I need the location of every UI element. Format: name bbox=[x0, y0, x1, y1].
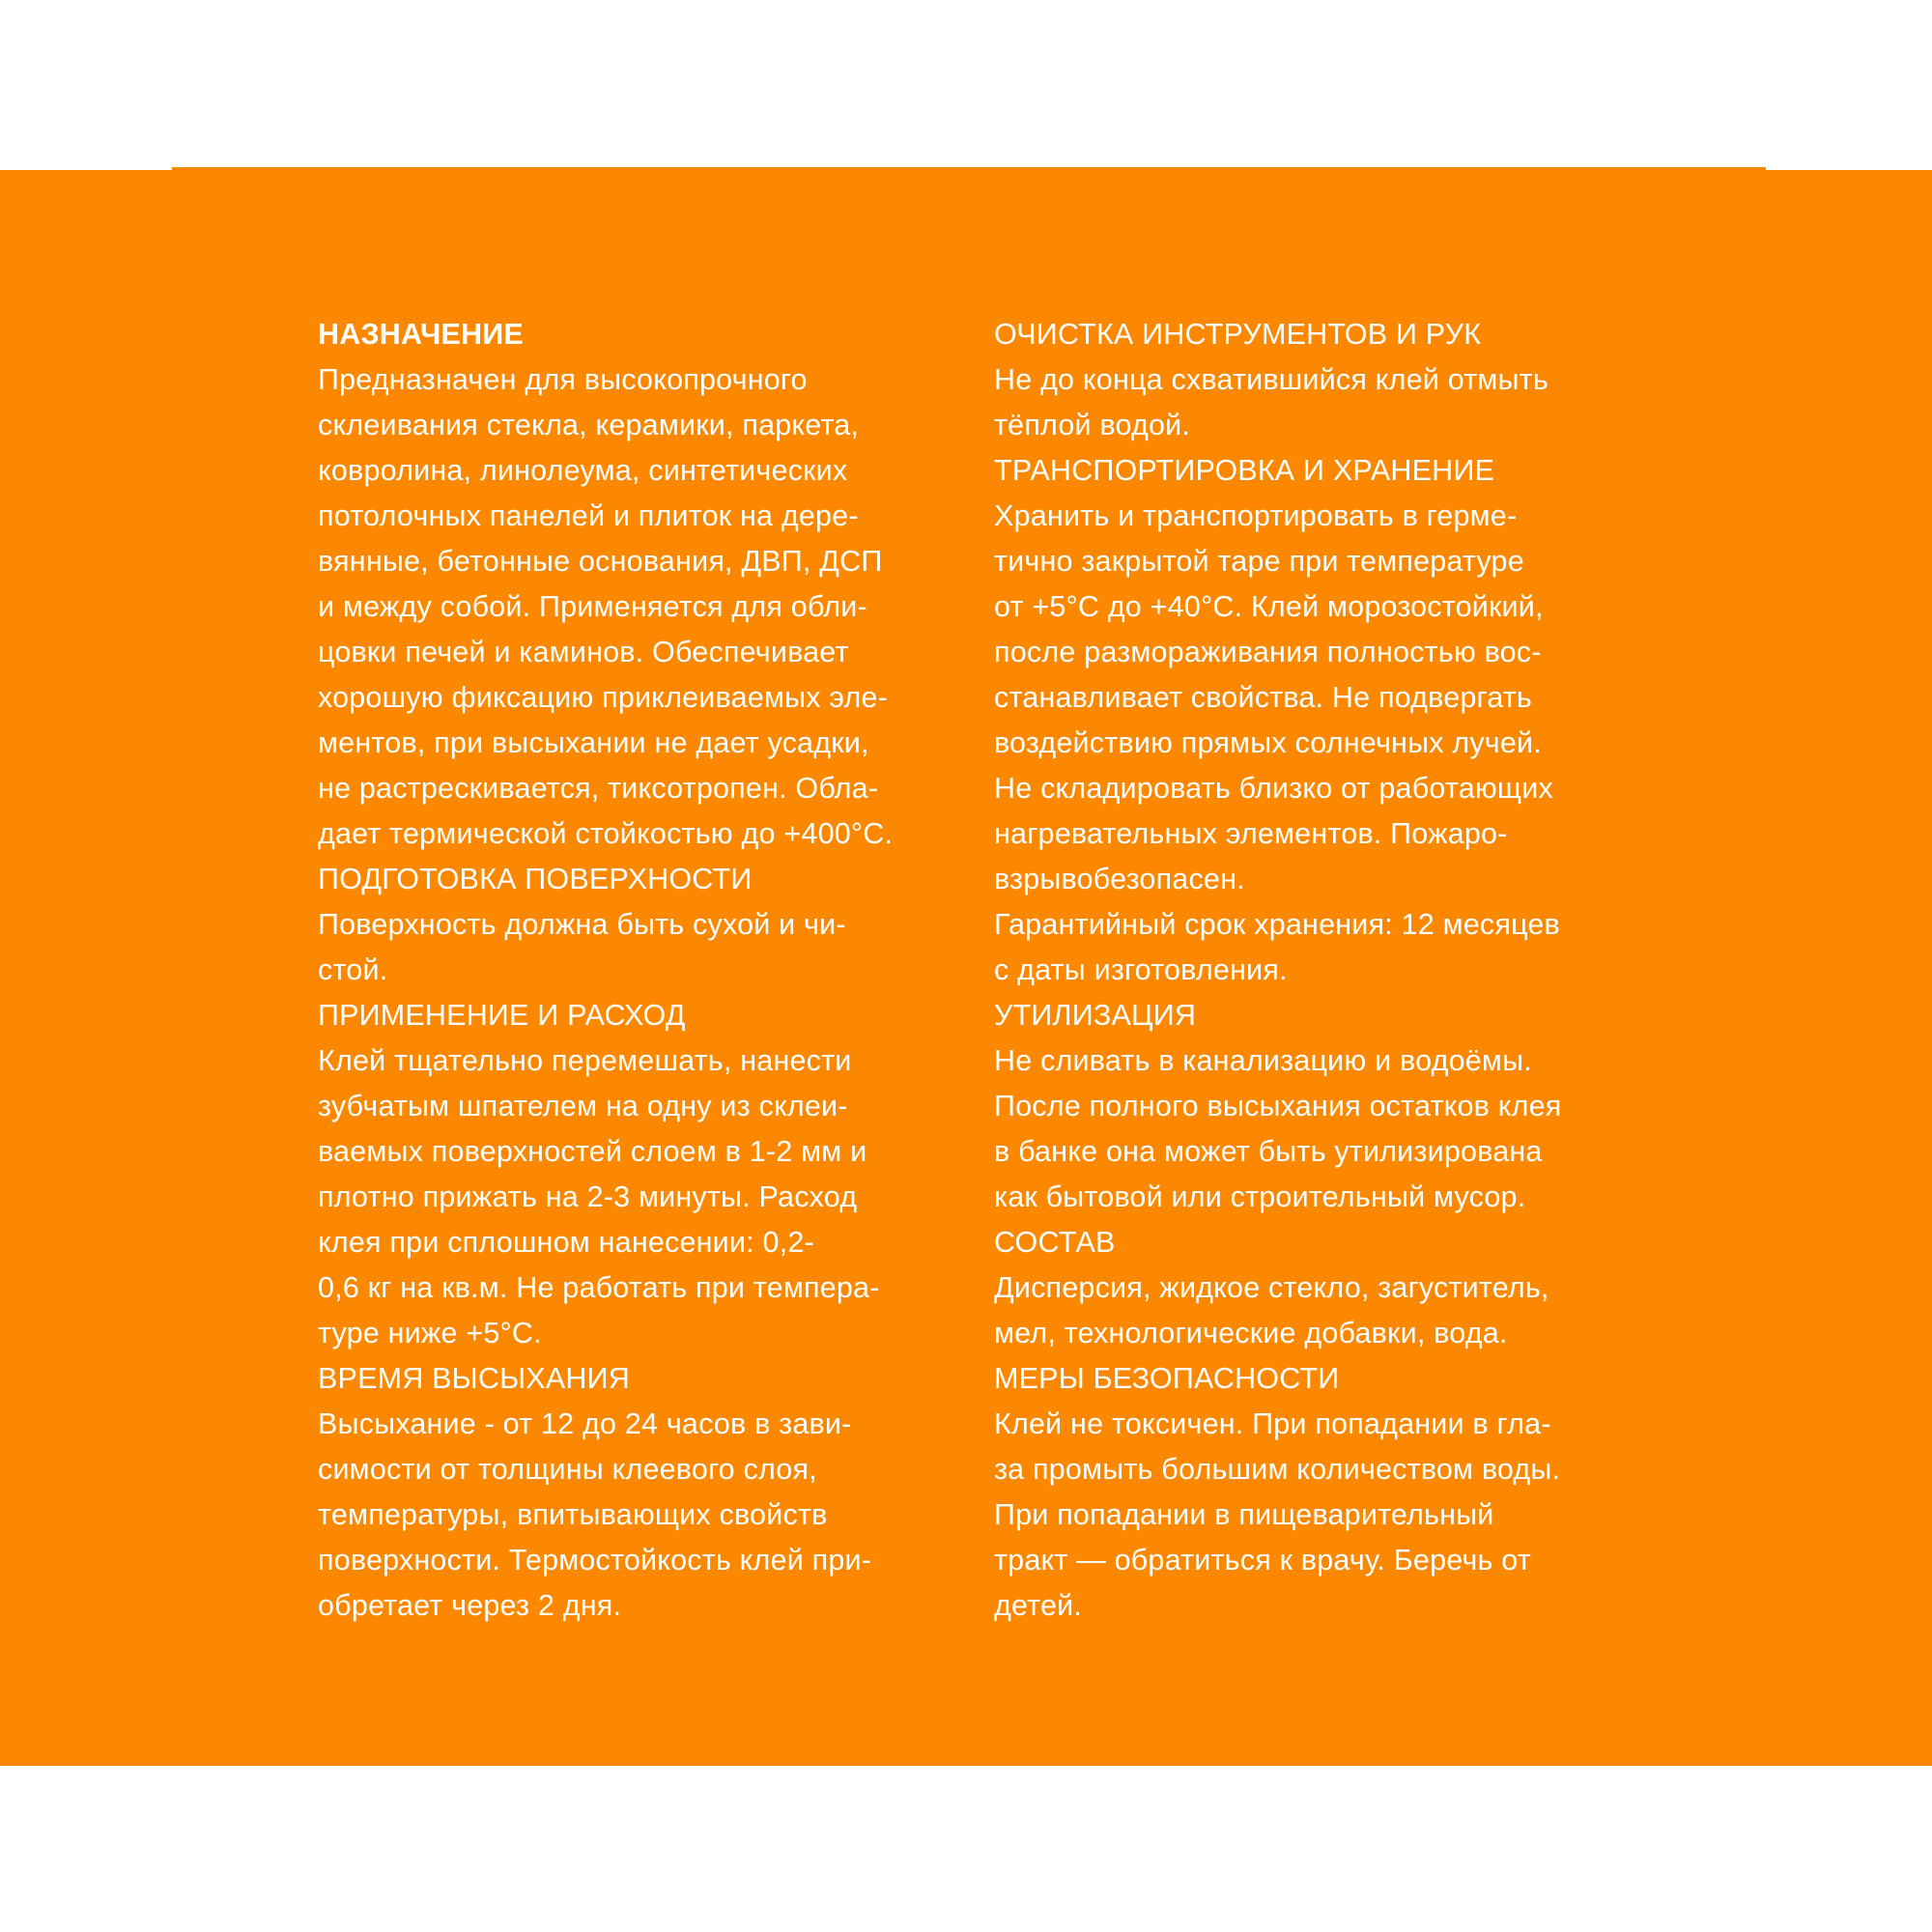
text-line: Хранить и транспортировать в герме- bbox=[994, 499, 1518, 532]
text-line: от +5°С до +40°С. Клей морозостойкий, bbox=[994, 590, 1544, 623]
text-line: за промыть большим количеством воды. bbox=[994, 1453, 1561, 1486]
section-heading: ОЧИСТКА ИНСТРУМЕНТОВ И РУК bbox=[994, 318, 1482, 351]
text-line: Высыхание - от 12 до 24 часов в зави- bbox=[318, 1407, 852, 1440]
text-line: тракт — обратиться к врачу. Беречь от bbox=[994, 1544, 1531, 1577]
section-storage bbox=[994, 448, 1632, 993]
section-heading: ПРИМЕНЕНИЕ И РАСХОД bbox=[318, 999, 686, 1032]
text-line: Не складировать близко от работающих bbox=[994, 772, 1553, 805]
text-line: симости от толщины клеевого слоя, bbox=[318, 1453, 817, 1486]
text-line: после размораживания полностью вос- bbox=[994, 636, 1542, 668]
text-line: После полного высыхания остатков клея bbox=[994, 1090, 1562, 1122]
text-line: Предназначен для высокопрочного bbox=[318, 363, 808, 396]
text-line: Дисперсия, жидкое стекло, загуститель, bbox=[994, 1271, 1549, 1304]
text-line: ментов, при высыхании не дает усадки, bbox=[318, 726, 869, 759]
section-cleaning bbox=[994, 312, 1632, 448]
text-line: цовки печей и каминов. Обеспечивает bbox=[318, 636, 849, 668]
text-line: вянные, бетонные основания, ДВП, ДСП bbox=[318, 545, 883, 578]
section-disposal bbox=[994, 993, 1632, 1220]
text-line: ковролина, линолеума, синтетических bbox=[318, 454, 848, 487]
section-heading: МЕРЫ БЕЗОПАСНОСТИ bbox=[994, 1362, 1340, 1395]
text-line: потолочных панелей и плиток на дере- bbox=[318, 499, 859, 532]
section-heading: ПОДГОТОВКА ПОВЕРХНОСТИ bbox=[318, 863, 753, 895]
text-line: в банке она может быть утилизирована bbox=[994, 1135, 1543, 1168]
text-line: с даты изготовления. bbox=[994, 953, 1288, 986]
text-line: хорошую фиксацию приклеиваемых эле- bbox=[318, 681, 888, 714]
text-line: станавливает свойства. Не подвергать bbox=[994, 681, 1532, 714]
text-line: склеивания стекла, керамики, паркета, bbox=[318, 409, 860, 441]
text-line: 0,6 кг на кв.м. Не работать при темпера- bbox=[318, 1271, 880, 1304]
section-application bbox=[318, 993, 955, 1356]
text-line: При попадании в пищеварительный bbox=[994, 1498, 1494, 1531]
text-line: тёплой водой. bbox=[994, 409, 1191, 441]
section-heading: НАЗНАЧЕНИЕ bbox=[318, 318, 524, 351]
text-line: воздействию прямых солнечных лучей. bbox=[994, 726, 1542, 759]
text-line: нагревательных элементов. Пожаро- bbox=[994, 817, 1508, 850]
text-line: зубчатым шпателем на одну из склеи- bbox=[318, 1090, 848, 1122]
text-line: ваемых поверхностей слоем в 1-2 мм и bbox=[318, 1135, 867, 1168]
text-line: Клей тщательно перемешать, нанести bbox=[318, 1044, 852, 1077]
left-column bbox=[318, 312, 955, 1629]
text-line: температуры, впитывающих свойств bbox=[318, 1498, 828, 1531]
text-line: обретает через 2 дня. bbox=[318, 1589, 622, 1622]
text-line: плотно прижать на 2-3 минуты. Расход bbox=[318, 1180, 858, 1213]
text-line: Не сливать в канализацию и водоёмы. bbox=[994, 1044, 1532, 1077]
right-column bbox=[994, 312, 1632, 1629]
text-line: Гарантийный срок хранения: 12 месяцев bbox=[994, 908, 1560, 941]
orange-info-panel bbox=[0, 170, 1932, 1766]
text-line: туре ниже +5°С. bbox=[318, 1317, 542, 1350]
text-line: стой. bbox=[318, 953, 388, 986]
section-heading: ТРАНСПОРТИРОВКА И ХРАНЕНИЕ bbox=[994, 454, 1495, 487]
section-composition bbox=[994, 1220, 1632, 1356]
text-line: как бытовой или строительный мусор. bbox=[994, 1180, 1526, 1213]
text-line: Поверхность должна быть сухой и чи- bbox=[318, 908, 846, 941]
text-line: взрывобезопасен. bbox=[994, 863, 1245, 895]
text-line: и между собой. Применяется для обли- bbox=[318, 590, 867, 623]
section-heading: ВРЕМЯ ВЫСЫХАНИЯ bbox=[318, 1362, 630, 1395]
text-line: дает термической стойкостью до +400°С. bbox=[318, 817, 894, 850]
section-drying bbox=[318, 1356, 955, 1629]
section-heading: УТИЛИЗАЦИЯ bbox=[994, 999, 1197, 1032]
section-heading: СОСТАВ bbox=[994, 1226, 1116, 1259]
text-line: Клей не токсичен. При попадании в гла- bbox=[994, 1407, 1551, 1440]
text-line: мел, технологические добавки, вода. bbox=[994, 1317, 1508, 1350]
section-purpose bbox=[318, 312, 955, 857]
text-line: Не до конца схватившийся клей отмыть bbox=[994, 363, 1548, 396]
text-line: тично закрытой таре при температуре bbox=[994, 545, 1524, 578]
text-line: клея при сплошном нанесении: 0,2- bbox=[318, 1226, 814, 1259]
text-line: детей. bbox=[994, 1589, 1083, 1622]
section-safety bbox=[994, 1356, 1632, 1629]
text-line: не растрескивается, тиксотропен. Обла- bbox=[318, 772, 879, 805]
section-surface-prep bbox=[318, 857, 955, 993]
text-line: поверхности. Термостойкость клей при- bbox=[318, 1544, 872, 1577]
